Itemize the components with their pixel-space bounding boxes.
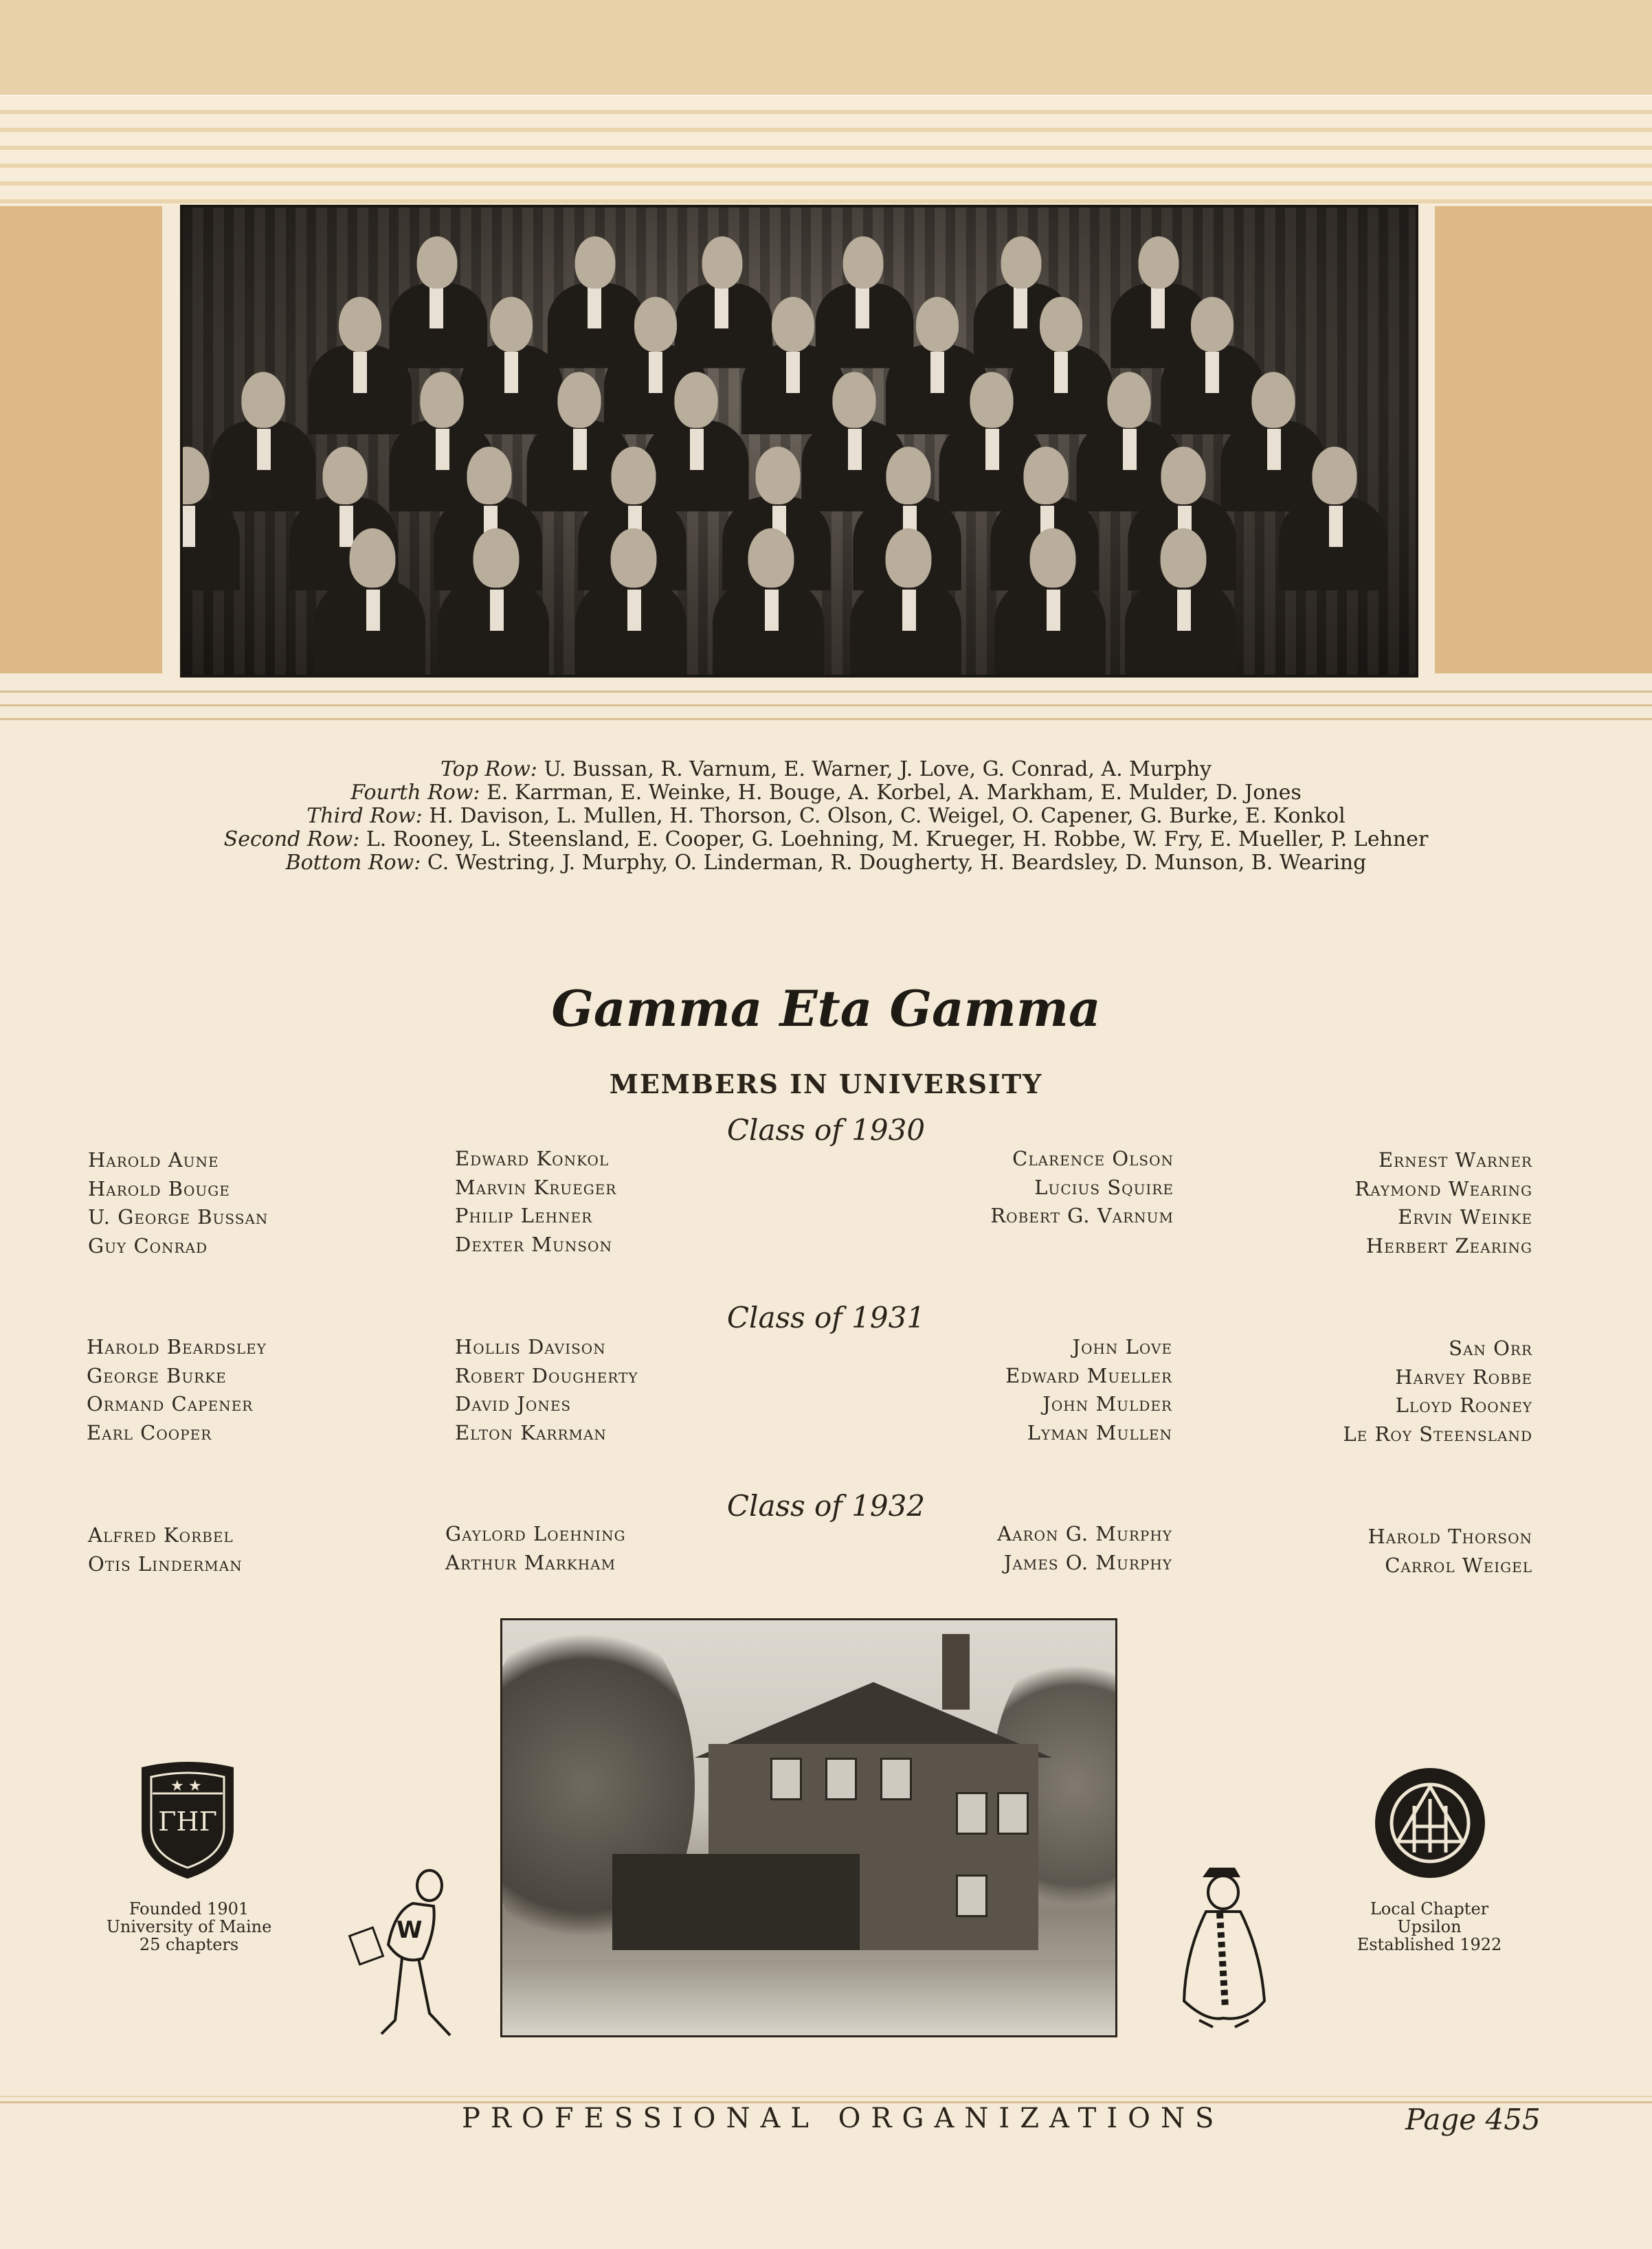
members-column <box>1354 1146 1532 1260</box>
members-column <box>445 1520 626 1577</box>
window <box>825 1758 857 1800</box>
members-column <box>997 1520 1172 1577</box>
chapter-house-photo <box>500 1618 1117 2037</box>
member-name: U. George Bussan <box>88 1205 269 1229</box>
members-column <box>990 1145 1174 1231</box>
lawn <box>502 1960 1115 2035</box>
header-stripes <box>0 96 1652 206</box>
member-name: Edward Konkol <box>455 1147 610 1170</box>
member-name: Lucius Squire <box>1034 1175 1174 1199</box>
divider-line <box>0 718 1652 720</box>
divider-line <box>0 691 1652 693</box>
member-name: Ernest Warner <box>1378 1148 1532 1172</box>
side-band-right <box>1435 206 1652 673</box>
member-name: Harold Bouge <box>88 1176 230 1200</box>
organization-title: Gamma Eta Gamma <box>551 979 1101 1038</box>
member-name: Philip Lehner <box>455 1204 593 1227</box>
member-name: Lyman Mullen <box>1027 1420 1172 1444</box>
member-name: George Burke <box>87 1363 227 1387</box>
footer-rule <box>0 2096 1652 2097</box>
members-column <box>1343 1334 1532 1448</box>
member-name: Edward Mueller <box>1005 1363 1172 1387</box>
member-name: Gaylord Loehning <box>445 1522 626 1545</box>
member-name: Guy Conrad <box>88 1233 208 1257</box>
members-column <box>455 1333 638 1447</box>
class-title-1931: Class of 1931 <box>726 1301 926 1334</box>
window <box>997 1792 1029 1835</box>
caption-row: Fourth Row: E. Karrman, E. Weinke, H. Bouge, A. Korbel, A. Markham, E. Mulder, D. Jones <box>350 781 1302 805</box>
caption-row: Second Row: L. Rooney, L. Steensland, E. Cooper, G. Loehning, M. Krueger, H. Robbe, W. Fry, E. Mueller, P. Lehner <box>223 827 1429 851</box>
member-name: John Mulder <box>1042 1392 1172 1416</box>
window <box>770 1758 802 1800</box>
caption-row: Bottom Row: C. Westring, J. Murphy, O. Linderman, R. Dougherty, H. Beardsley, D. Munson, B. Wearing <box>285 851 1367 875</box>
professor-caricature <box>1172 1864 1275 2035</box>
svg-text:W: W <box>397 1916 423 1944</box>
caption-row: Third Row: H. Davison, L. Mullen, H. Thorson, C. Olson, C. Weigel, O. Capener, G. Burke, E. Konkol <box>306 804 1346 828</box>
member-name: Carrol Weigel <box>1385 1553 1532 1577</box>
member-name: Arthur Markham <box>445 1550 616 1574</box>
photo-captions <box>0 758 1652 875</box>
class-title-1932: Class of 1932 <box>726 1489 926 1523</box>
member-name: Le Roy Steensland <box>1343 1422 1532 1446</box>
member-name: Harvey Robbe <box>1395 1365 1532 1389</box>
members-column <box>87 1333 267 1447</box>
student-caricature <box>347 1862 464 2048</box>
member-name: Herbert Zearing <box>1365 1233 1532 1257</box>
group-photo <box>180 205 1418 678</box>
member-name: Ormand Capener <box>87 1392 254 1416</box>
members-column <box>1368 1523 1532 1580</box>
member-name: Harold Aune <box>88 1148 219 1172</box>
member-name: Dexter Munson <box>455 1232 612 1256</box>
class-title-1930: Class of 1930 <box>726 1113 926 1147</box>
member-name: Ervin Weinke <box>1398 1205 1532 1229</box>
member-name: John Love <box>1072 1335 1172 1358</box>
svg-text:★: ★ <box>170 1778 184 1795</box>
member-name: Raymond Wearing <box>1354 1176 1532 1200</box>
side-band-left <box>0 206 162 673</box>
member-name: Otis Linderman <box>88 1552 243 1576</box>
founded-note: Founded 1901 University of Maine 25 chapters <box>106 1899 272 1954</box>
member-name: James O. Murphy <box>1003 1550 1172 1574</box>
crest-letters: ΓΗΓ <box>158 1806 217 1837</box>
member-name: Harold Beardsley <box>87 1335 267 1358</box>
member-name: San Orr <box>1449 1336 1532 1360</box>
svg-text:★: ★ <box>188 1778 202 1795</box>
window <box>956 1792 987 1835</box>
member-name: Hollis Davison <box>455 1335 606 1358</box>
header-band <box>0 0 1652 96</box>
member-name: Robert G. Varnum <box>990 1204 1174 1227</box>
window <box>956 1875 987 1917</box>
fraternity-crest <box>136 1760 239 1881</box>
members-subheading: MEMBERS IN UNIVERSITY <box>609 1068 1043 1099</box>
chapter-emblem <box>1372 1765 1488 1881</box>
caption-row: Top Row: U. Bussan, R. Varnum, E. Warner, J. Love, G. Conrad, A. Murphy <box>440 757 1212 781</box>
page-number: Page 455 <box>1405 2103 1541 2136</box>
member-name: Elton Karrman <box>455 1420 607 1444</box>
divider-line <box>0 704 1652 706</box>
member-name: Robert Dougherty <box>455 1363 638 1387</box>
members-column <box>88 1521 243 1578</box>
window <box>880 1758 912 1800</box>
porch <box>612 1854 860 1950</box>
member-name: David Jones <box>455 1392 572 1416</box>
member-name: Aaron G. Murphy <box>997 1522 1172 1545</box>
member-name: Alfred Korbel <box>88 1523 234 1547</box>
member-name: Lloyd Rooney <box>1395 1394 1532 1417</box>
member-name: Harold Thorson <box>1368 1525 1532 1548</box>
members-column <box>1005 1333 1172 1447</box>
section-footer: PROFESSIONAL ORGANIZATIONS <box>462 2103 1225 2134</box>
member-name: Marvin Krueger <box>455 1175 617 1199</box>
local-chapter-note: Local Chapter Upsilon Established 1922 <box>1357 1899 1502 1954</box>
member-name: Clarence Olson <box>1012 1147 1174 1170</box>
members-column <box>455 1145 616 1259</box>
members-column <box>88 1146 268 1260</box>
member-name: Earl Cooper <box>87 1420 212 1444</box>
